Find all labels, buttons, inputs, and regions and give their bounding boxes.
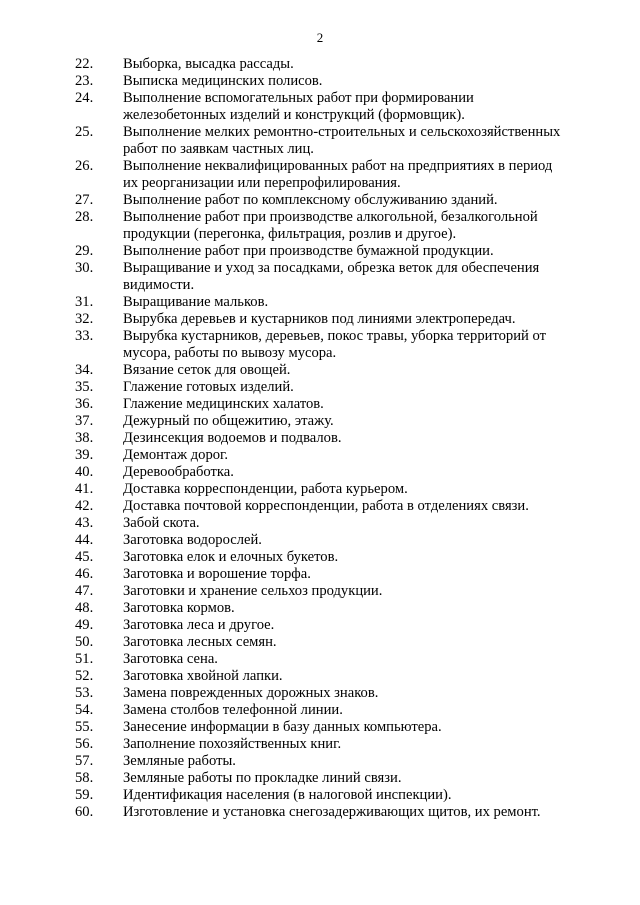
list-item-number: 30. <box>75 260 94 276</box>
list-item-text: Выполнение вспомогательных работ при формировании железобетонных изделий и конструкций (формовщик). <box>123 90 474 123</box>
list-item-text: Замена столбов телефонной линии. <box>123 702 343 718</box>
list-item <box>0 73 640 90</box>
list-item <box>0 498 640 515</box>
list-item-number: 51. <box>75 651 94 667</box>
list-item-number: 40. <box>75 464 94 480</box>
list-item-number: 57. <box>75 753 94 769</box>
list-item-text: Изготовление и установка снегозадерживающих щитов, их ремонт. <box>123 804 541 820</box>
list-item-text: Земляные работы. <box>123 753 236 769</box>
list-item-text: Выполнение работ при производстве бумажной продукции. <box>123 243 494 259</box>
list-item-number: 32. <box>75 311 94 327</box>
list-item-text: Доставка почтовой корреспонденции, работа в отделениях связи. <box>123 498 529 514</box>
list-item <box>0 328 640 362</box>
list-item <box>0 736 640 753</box>
list-item-text: Замена поврежденных дорожных знаков. <box>123 685 379 701</box>
list-item-text: Заготовка и ворошение торфа. <box>123 566 311 582</box>
list-item-number: 44. <box>75 532 94 548</box>
list-item <box>0 260 640 294</box>
list-item-text: Заготовки и хранение сельхоз продукции. <box>123 583 383 599</box>
list-item-text: Заготовка леса и другое. <box>123 617 275 633</box>
list-item-number: 25. <box>75 124 94 140</box>
list-item-text: Выполнение неквалифицированных работ на предприятиях в период их реорганизации или перепрофилирования. <box>123 158 553 191</box>
list-item-number: 48. <box>75 600 94 616</box>
list-item-text: Вязание сеток для овощей. <box>123 362 291 378</box>
list-item <box>0 566 640 583</box>
list-item-text: Глажение готовых изделий. <box>123 379 294 395</box>
list-item-number: 23. <box>75 73 94 89</box>
list-item <box>0 617 640 634</box>
list-item <box>0 413 640 430</box>
list-item-number: 58. <box>75 770 94 786</box>
list-item <box>0 651 640 668</box>
list-item-text: Заготовка лесных семян. <box>123 634 277 650</box>
list-item <box>0 243 640 260</box>
list-item-text: Выращивание мальков. <box>123 294 269 310</box>
list-item <box>0 430 640 447</box>
list-item-text: Выполнение работ при производстве алкогольной, безалкогольной продукции (перегонка, фильтрация, розлив и другое). <box>123 209 538 242</box>
list-item <box>0 702 640 719</box>
list-item-number: 39. <box>75 447 94 463</box>
list-item-number: 29. <box>75 243 94 259</box>
list-item-number: 24. <box>75 90 94 106</box>
list-item <box>0 379 640 396</box>
list-item-number: 50. <box>75 634 94 650</box>
list-item <box>0 770 640 787</box>
list-item-number: 53. <box>75 685 94 701</box>
list-item <box>0 90 640 124</box>
list-item-number: 60. <box>75 804 94 820</box>
list-item <box>0 362 640 379</box>
list-item-number: 56. <box>75 736 94 752</box>
list-item-text: Идентификация населения (в налоговой инспекции). <box>123 787 452 803</box>
list-item <box>0 804 640 821</box>
list-item-text: Заготовка елок и елочных букетов. <box>123 549 339 565</box>
numbered-list <box>0 56 640 821</box>
list-item-number: 36. <box>75 396 94 412</box>
list-item <box>0 124 640 158</box>
list-item-text: Вырубка деревьев и кустарников под линиями электропередач. <box>123 311 516 327</box>
list-item-text: Выращивание и уход за посадками, обрезка веток для обеспечения видимости. <box>123 260 540 293</box>
list-item-text: Заготовка хвойной лапки. <box>123 668 283 684</box>
list-item <box>0 481 640 498</box>
list-item-number: 43. <box>75 515 94 531</box>
list-item-number: 55. <box>75 719 94 735</box>
list-item <box>0 719 640 736</box>
list-item-text: Забой скота. <box>123 515 200 531</box>
list-item-text: Заготовка кормов. <box>123 600 235 616</box>
list-item-number: 33. <box>75 328 94 344</box>
list-item-number: 47. <box>75 583 94 599</box>
list-item <box>0 209 640 243</box>
list-item <box>0 515 640 532</box>
list-item-text: Доставка корреспонденции, работа курьером. <box>123 481 408 497</box>
list-item-text: Выборка, высадка рассады. <box>123 56 294 72</box>
list-item-text: Земляные работы по прокладке линий связи. <box>123 770 402 786</box>
list-item-number: 42. <box>75 498 94 514</box>
list-item <box>0 447 640 464</box>
list-item-text: Выполнение мелких ремонтно-строительных и сельскохозяйственных работ по заявкам частных лиц. <box>123 124 561 157</box>
list-item-number: 31. <box>75 294 94 310</box>
list-item <box>0 685 640 702</box>
list-item-number: 46. <box>75 566 94 582</box>
list-item-text: Заготовка сена. <box>123 651 218 667</box>
list-item <box>0 464 640 481</box>
list-item <box>0 532 640 549</box>
list-item-number: 45. <box>75 549 94 565</box>
list-item-text: Выписка медицинских полисов. <box>123 73 323 89</box>
list-item <box>0 192 640 209</box>
list-item-number: 54. <box>75 702 94 718</box>
list-item-text: Заполнение похозяйственных книг. <box>123 736 342 752</box>
list-item-number: 28. <box>75 209 94 225</box>
list-item <box>0 583 640 600</box>
list-item <box>0 634 640 651</box>
list-item-number: 38. <box>75 430 94 446</box>
list-item <box>0 294 640 311</box>
list-item <box>0 311 640 328</box>
list-item-number: 22. <box>75 56 94 72</box>
list-item <box>0 396 640 413</box>
list-item-number: 37. <box>75 413 94 429</box>
list-item-number: 27. <box>75 192 94 208</box>
list-item-text: Вырубка кустарников, деревьев, покос травы, уборка территорий от мусора, работы по вывозу мусора. <box>123 328 546 361</box>
list-item-number: 49. <box>75 617 94 633</box>
page-number: 2 <box>316 30 324 45</box>
list-item <box>0 549 640 566</box>
list-item-number: 41. <box>75 481 94 497</box>
list-item-number: 34. <box>75 362 94 378</box>
list-item <box>0 668 640 685</box>
list-item <box>0 56 640 73</box>
list-item-text: Дежурный по общежитию, этажу. <box>123 413 334 429</box>
list-item-text: Занесение информации в базу данных компьютера. <box>123 719 442 735</box>
list-item-number: 26. <box>75 158 94 174</box>
list-item <box>0 158 640 192</box>
list-item-number: 52. <box>75 668 94 684</box>
list-item-text: Демонтаж дорог. <box>123 447 229 463</box>
list-item-number: 35. <box>75 379 94 395</box>
list-item-number: 59. <box>75 787 94 803</box>
list-item-text: Заготовка водорослей. <box>123 532 262 548</box>
list-item-text: Деревообработка. <box>123 464 234 480</box>
list-item-text: Выполнение работ по комплексному обслуживанию зданий. <box>123 192 498 208</box>
list-item <box>0 753 640 770</box>
list-item <box>0 600 640 617</box>
list-item <box>0 787 640 804</box>
list-item-text: Глажение медицинских халатов. <box>123 396 324 412</box>
list-item-text: Дезинсекция водоемов и подвалов. <box>123 430 342 446</box>
